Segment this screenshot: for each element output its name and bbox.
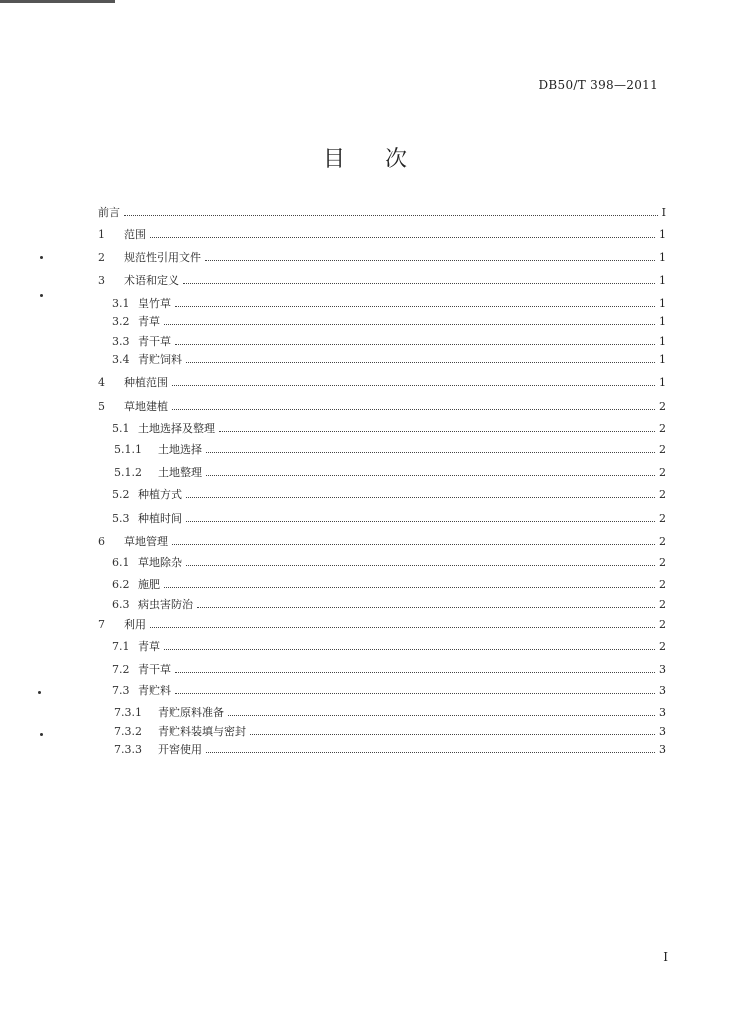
toc-entry-number: 7.2 bbox=[112, 662, 130, 676]
toc-entry-label: 施肥 bbox=[138, 578, 160, 591]
toc-entry-number: 6.3 bbox=[112, 597, 130, 611]
toc-entry-number: 5 bbox=[98, 399, 105, 413]
toc-entry-label: 青干草 bbox=[138, 335, 171, 348]
toc-entry-page: 1 bbox=[659, 352, 666, 366]
toc-entry[interactable] bbox=[0, 397, 730, 415]
toc-leader-dots bbox=[206, 474, 655, 476]
toc-entry-label: 草地管理 bbox=[124, 535, 168, 548]
toc-entry-label: 种植范围 bbox=[124, 376, 168, 389]
toc-entry-number: 5.1.2 bbox=[114, 465, 142, 479]
toc-entry[interactable] bbox=[0, 271, 730, 289]
toc-entry-page: 2 bbox=[659, 534, 666, 548]
toc-entry-number: 7.3.1 bbox=[114, 705, 142, 719]
toc-entry[interactable] bbox=[0, 440, 730, 458]
toc-entry-label: 青草 bbox=[138, 315, 160, 328]
toc-entry-number: 7.3.2 bbox=[114, 724, 142, 738]
toc-entry-label: 前言 bbox=[98, 206, 120, 219]
scan-speck bbox=[40, 256, 43, 259]
toc-entry-label: 青干草 bbox=[138, 663, 171, 676]
toc-entry-page: 1 bbox=[659, 296, 666, 310]
toc-entry-label: 青贮料装填与密封 bbox=[158, 725, 246, 738]
toc-leader-dots bbox=[186, 564, 655, 566]
toc-entry-page: 2 bbox=[659, 421, 666, 435]
toc-entry-number: 5.1.1 bbox=[114, 442, 142, 456]
toc-leader-dots bbox=[183, 282, 655, 284]
toc-leader-dots bbox=[164, 586, 655, 588]
toc-entry[interactable] bbox=[0, 660, 730, 678]
toc-entry-number: 7 bbox=[98, 617, 105, 631]
scan-speck bbox=[38, 691, 41, 694]
toc-entry-number: 3 bbox=[98, 273, 105, 287]
toc-entry-page: 1 bbox=[659, 314, 666, 328]
toc-leader-dots bbox=[206, 751, 655, 753]
toc-entry-page: 3 bbox=[659, 662, 666, 676]
toc-leader-dots bbox=[172, 408, 655, 410]
toc-entry-page: 2 bbox=[659, 597, 666, 611]
toc-entry-label: 土地选择 bbox=[158, 443, 202, 456]
toc-entry-number: 7.3 bbox=[112, 683, 130, 697]
toc-leader-dots bbox=[172, 384, 655, 386]
toc-leader-dots bbox=[164, 323, 655, 325]
toc-entry-label: 开窖使用 bbox=[158, 743, 202, 756]
toc-entry[interactable] bbox=[0, 532, 730, 550]
toc-entry[interactable] bbox=[0, 203, 730, 221]
toc-entry-number: 3.1 bbox=[112, 296, 130, 310]
toc-leader-dots bbox=[150, 626, 655, 628]
toc-entry-page: 3 bbox=[659, 705, 666, 719]
toc-entry-page: 2 bbox=[659, 399, 666, 413]
toc-entry-page: 1 bbox=[659, 273, 666, 287]
toc-entry-page: 2 bbox=[659, 511, 666, 525]
toc-entry-label: 皇竹草 bbox=[138, 297, 171, 310]
toc-entry-label: 草地除杂 bbox=[138, 556, 182, 569]
toc-entry-page: 1 bbox=[659, 375, 666, 389]
page-number: I bbox=[663, 950, 668, 964]
toc-entry-page: I bbox=[661, 205, 666, 219]
page-title: 目次 bbox=[322, 147, 447, 172]
toc-entry-number: 6.1 bbox=[112, 555, 130, 569]
toc-entry-number: 3.2 bbox=[112, 314, 130, 328]
toc-entry-page: 2 bbox=[659, 465, 666, 479]
toc-entry-label: 青贮料 bbox=[138, 684, 171, 697]
toc-entry[interactable] bbox=[0, 248, 730, 266]
scan-speck bbox=[40, 294, 43, 297]
toc-entry-number: 3.3 bbox=[112, 334, 130, 348]
toc-leader-dots bbox=[228, 714, 655, 716]
toc-leader-dots bbox=[150, 236, 655, 238]
toc-entry[interactable] bbox=[0, 373, 730, 391]
toc-entry-label: 范围 bbox=[124, 228, 146, 241]
toc-entry[interactable] bbox=[0, 350, 730, 368]
toc-entry-label: 术语和定义 bbox=[124, 274, 179, 287]
toc-entry-number: 6.2 bbox=[112, 577, 130, 591]
toc-entry[interactable] bbox=[0, 332, 730, 350]
toc-entry[interactable] bbox=[0, 509, 730, 527]
toc-leader-dots bbox=[175, 343, 655, 345]
toc-leader-dots bbox=[164, 648, 655, 650]
toc-entry-label: 草地建植 bbox=[124, 400, 168, 413]
toc-entry-label: 利用 bbox=[124, 618, 146, 631]
toc-entry[interactable] bbox=[0, 312, 730, 330]
toc-entry-label: 青贮饲料 bbox=[138, 353, 182, 366]
toc-entry[interactable] bbox=[0, 615, 730, 633]
toc-entry-number: 5.3 bbox=[112, 511, 130, 525]
toc-entry-page: 2 bbox=[659, 442, 666, 456]
standard-code: DB50/T 398—2011 bbox=[538, 78, 658, 92]
toc-entry[interactable] bbox=[0, 740, 730, 758]
toc-leader-dots bbox=[175, 305, 655, 307]
toc-entry-page: 1 bbox=[659, 334, 666, 348]
toc-entry[interactable] bbox=[0, 225, 730, 243]
toc-entry-number: 7.3.3 bbox=[114, 742, 142, 756]
toc-entry-number: 6 bbox=[98, 534, 105, 548]
toc-entry[interactable] bbox=[0, 595, 730, 613]
toc-entry-number: 1 bbox=[98, 227, 105, 241]
toc-leader-dots bbox=[206, 451, 655, 453]
toc-entry[interactable] bbox=[0, 294, 730, 312]
toc-entry-page: 3 bbox=[659, 742, 666, 756]
toc-entry-label: 种植时间 bbox=[138, 512, 182, 525]
toc-leader-dots bbox=[250, 733, 655, 735]
toc-leader-dots bbox=[175, 692, 655, 694]
toc-entry-page: 3 bbox=[659, 724, 666, 738]
toc-entry[interactable] bbox=[0, 681, 730, 699]
toc-entry-label: 种植方式 bbox=[138, 488, 182, 501]
scan-speck bbox=[40, 733, 43, 736]
toc-leader-dots bbox=[186, 361, 655, 363]
toc-entry[interactable] bbox=[0, 575, 730, 593]
toc-entry-page: 2 bbox=[659, 577, 666, 591]
toc-entry-page: 1 bbox=[659, 250, 666, 264]
toc-entry-page: 2 bbox=[659, 639, 666, 653]
toc-leader-dots bbox=[186, 496, 655, 498]
toc-leader-dots bbox=[175, 671, 655, 673]
toc-entry[interactable] bbox=[0, 703, 730, 721]
toc-leader-dots bbox=[197, 606, 655, 608]
toc-leader-dots bbox=[219, 430, 655, 432]
toc-leader-dots bbox=[205, 259, 655, 261]
toc-entry-number: 3.4 bbox=[112, 352, 130, 366]
toc-entry-label: 土地整理 bbox=[158, 466, 202, 479]
toc-entry[interactable] bbox=[0, 722, 730, 740]
toc-entry-number: 7.1 bbox=[112, 639, 130, 653]
toc-leader-dots bbox=[186, 520, 655, 522]
toc-entry-number: 2 bbox=[98, 250, 105, 264]
toc-entry-label: 青草 bbox=[138, 640, 160, 653]
toc-entry[interactable] bbox=[0, 463, 730, 481]
toc-entry-label: 规范性引用文件 bbox=[124, 251, 201, 264]
toc-entry[interactable] bbox=[0, 419, 730, 437]
toc-entry-number: 4 bbox=[98, 375, 105, 389]
toc-entry-label: 土地选择及整理 bbox=[138, 422, 215, 435]
toc-entry[interactable] bbox=[0, 553, 730, 571]
toc-entry-page: 2 bbox=[659, 555, 666, 569]
toc-entry[interactable] bbox=[0, 637, 730, 655]
toc-entry-number: 5.2 bbox=[112, 487, 130, 501]
toc-entry-label: 青贮原料准备 bbox=[158, 706, 224, 719]
toc-entry-number: 5.1 bbox=[112, 421, 130, 435]
toc-entry-page: 2 bbox=[659, 617, 666, 631]
toc-entry-page: 3 bbox=[659, 683, 666, 697]
toc-leader-dots bbox=[172, 543, 655, 545]
scan-top-rule bbox=[0, 0, 115, 3]
toc-entry-page: 2 bbox=[659, 487, 666, 501]
toc-entry-page: 1 bbox=[659, 227, 666, 241]
toc-leader-dots bbox=[124, 214, 658, 216]
toc-entry-label: 病虫害防治 bbox=[138, 598, 193, 611]
toc-entry[interactable] bbox=[0, 485, 730, 503]
